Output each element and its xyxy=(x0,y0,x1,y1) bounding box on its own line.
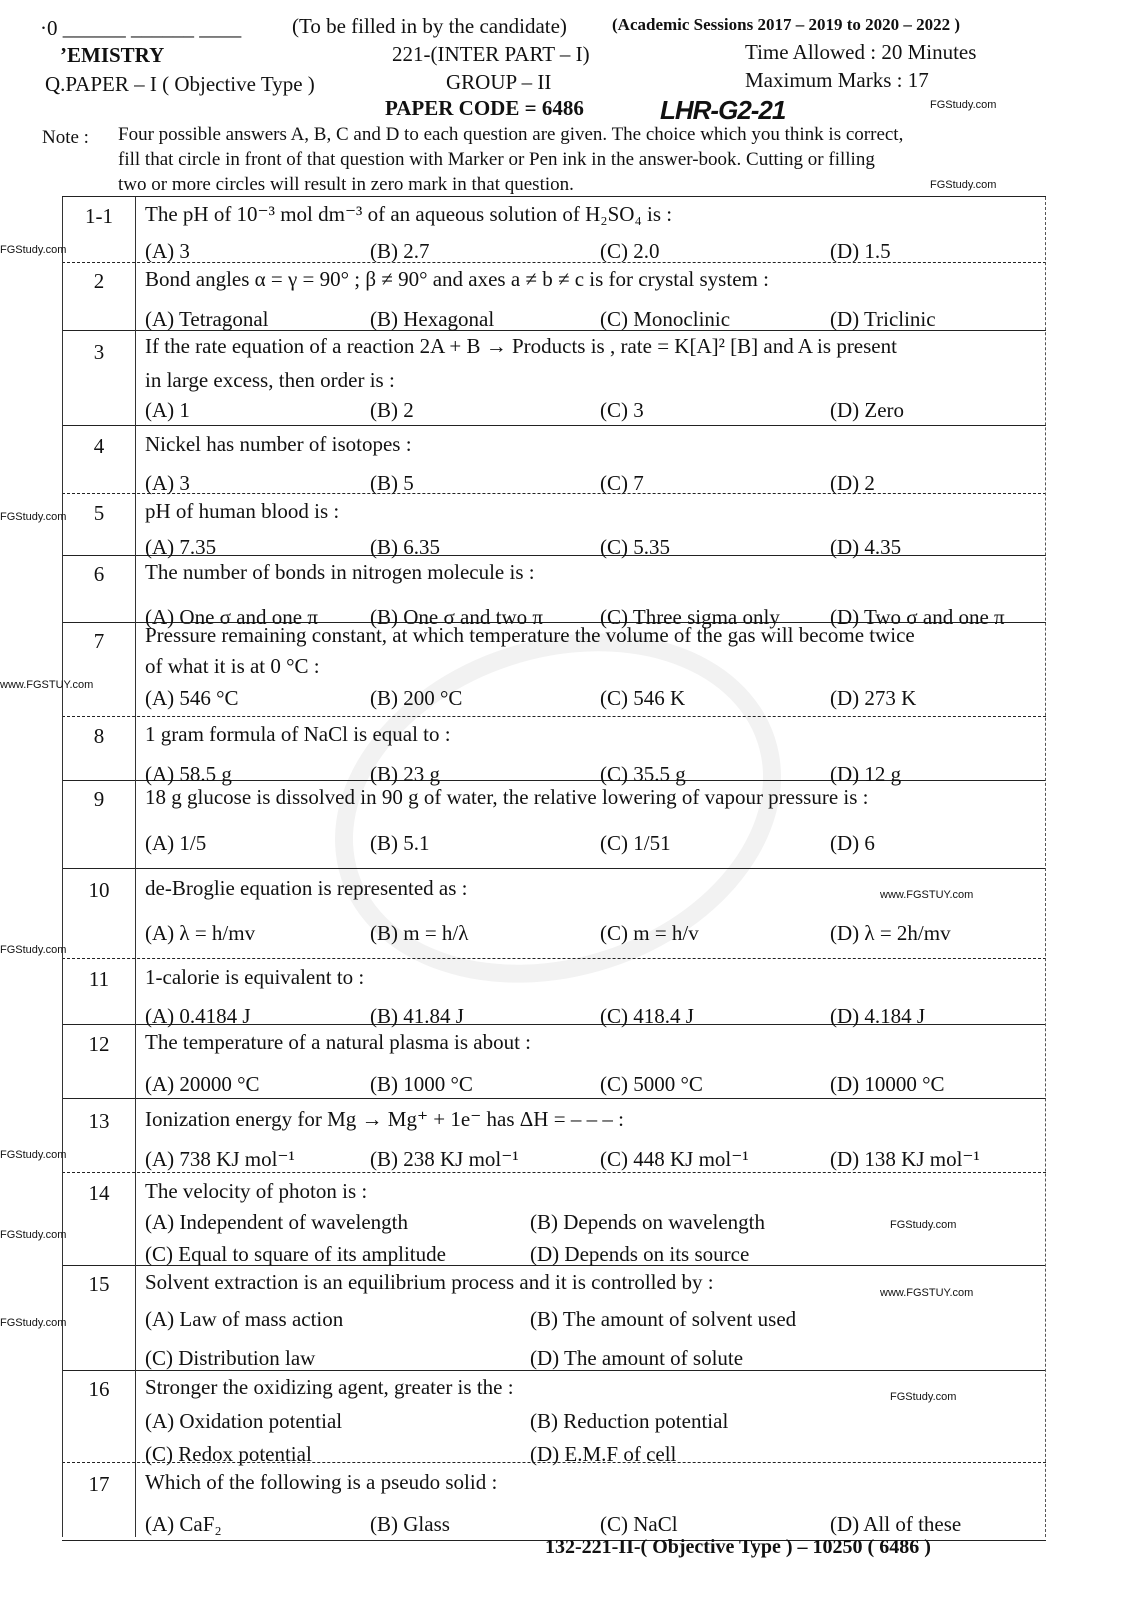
option-b: (B) 2 xyxy=(370,398,414,422)
option-a: (A) 3 xyxy=(145,239,190,263)
site-watermark: FGStudy.com xyxy=(0,1317,67,1329)
option-b: (B) m = h/λ xyxy=(370,921,469,945)
option-a: (A) Law of mass action xyxy=(145,1307,344,1331)
option-a: (A) 20000 °C xyxy=(145,1072,260,1096)
question-number: 2 xyxy=(93,269,105,293)
question-text: Bond angles α = γ = 90° ; β ≠ 90° and axes a ≠ b ≠ c is for crystal system : xyxy=(145,267,769,291)
option-d: (D) 4.184 J xyxy=(830,1004,926,1028)
question-text: 1-calorie is equivalent to : xyxy=(145,965,365,989)
option-b: (B) Glass xyxy=(370,1512,450,1536)
question-number: 17 xyxy=(88,1472,110,1496)
option-c: (C) Redox potential xyxy=(145,1442,312,1466)
option-a: (A) Independent of wavelength xyxy=(145,1210,408,1234)
question-text: Pressure remaining constant, at which temperature the volume of the gas will become twice xyxy=(145,623,915,647)
option-b: (B) Depends on wavelength xyxy=(530,1210,766,1234)
option-a: (A) One σ and one π xyxy=(145,605,318,629)
option-a: (A) 546 °C xyxy=(145,686,239,710)
question-text: The number of bonds in nitrogen molecule is : xyxy=(145,560,535,584)
question-number: 8 xyxy=(93,724,105,748)
group: GROUP – II xyxy=(446,70,552,94)
option-a: (A) 1/5 xyxy=(145,831,207,855)
note-line: Four possible answers A, B, C and D to each question are given. The choice which you think is correct, xyxy=(118,124,904,145)
option-d: (D) 6 xyxy=(830,831,875,855)
site-watermark: www.FGSTUY.com xyxy=(880,1287,974,1299)
part: 221-(INTER PART – I) xyxy=(392,42,590,66)
option-a: (A) 58.5 g xyxy=(145,762,232,786)
option-c: (C) 448 KJ mol⁻¹ xyxy=(600,1147,749,1171)
option-c: (C) NaCl xyxy=(600,1512,678,1536)
option-d: (D) 10000 °C xyxy=(830,1072,945,1096)
option-b: (B) 5.1 xyxy=(370,831,430,855)
option-b: (B) 5 xyxy=(370,471,414,495)
right-border xyxy=(1045,197,1046,1537)
option-a: (A) λ = h/mv xyxy=(145,921,256,945)
academic-sessions: (Academic Sessions 2017 – 2019 to 2020 – 2022 ) xyxy=(612,15,961,34)
option-d: (D) Two σ and one π xyxy=(830,605,1005,629)
site-watermark: FGStudy.com xyxy=(0,511,67,523)
option-b: (B) 23 g xyxy=(370,762,440,786)
question-text: The pH of 10⁻³ mol dm⁻³ of an aqueous solution of H₂SO₄ is : xyxy=(145,202,673,226)
site-watermark: FGStudy.com xyxy=(0,944,67,956)
question-text: Stronger the oxidizing agent, greater is the : xyxy=(145,1375,514,1399)
site-watermark: FGStudy.com xyxy=(930,179,997,191)
question-number: 11 xyxy=(88,967,110,991)
question-text: Which of the following is a pseudo solid : xyxy=(145,1470,498,1494)
row-divider xyxy=(62,1172,1046,1173)
row-divider xyxy=(62,425,1046,426)
option-d: (D) All of these xyxy=(830,1512,962,1536)
option-d: (D) The amount of solute xyxy=(530,1346,744,1370)
row-divider xyxy=(62,493,1046,494)
question-text: in large excess, then order is : xyxy=(145,368,395,392)
question-number: 16 xyxy=(88,1377,110,1401)
question-number: 12 xyxy=(88,1032,110,1056)
option-c: (C) 1/51 xyxy=(600,831,671,855)
question-number: 1-1 xyxy=(85,204,113,228)
option-d: (D) E.M.F of cell xyxy=(530,1442,677,1466)
option-d: (D) 273 K xyxy=(830,686,917,710)
question-number: 5 xyxy=(93,501,105,525)
option-c: (C) 5000 °C xyxy=(600,1072,703,1096)
maximum-marks: Maximum Marks : 17 xyxy=(745,68,929,92)
question-number: 14 xyxy=(88,1181,110,1205)
option-c: (C) 35.5 g xyxy=(600,762,686,786)
site-watermark: FGStudy.com xyxy=(930,99,997,111)
site-watermark: FGStudy.com xyxy=(0,1149,67,1161)
option-a: (A) CaF₂ xyxy=(145,1512,222,1536)
site-watermark: FGStudy.com xyxy=(890,1391,957,1403)
option-c: (C) 546 K xyxy=(600,686,686,710)
option-c: (C) 3 xyxy=(600,398,644,422)
note-line: two or more circles will result in zero mark in that question. xyxy=(118,174,574,195)
roll-number-field: ·0 ______ ______ ____ xyxy=(40,16,242,40)
option-a: (A) 0.4184 J xyxy=(145,1004,251,1028)
option-c: (C) 418.4 J xyxy=(600,1004,694,1028)
option-b: (B) One σ and two π xyxy=(370,605,543,629)
question-text: Nickel has number of isotopes : xyxy=(145,432,412,456)
question-text: 18 g glucose is dissolved in 90 g of water, the relative lowering of vapour pressure is : xyxy=(145,785,869,809)
question-text: 1 gram formula of NaCl is equal to : xyxy=(145,722,451,746)
option-d: (D) 2 xyxy=(830,471,875,495)
option-d: (D) 1.5 xyxy=(830,239,891,263)
option-c: (C) m = h/v xyxy=(600,921,699,945)
option-b: (B) 6.35 xyxy=(370,535,440,559)
site-watermark: FGStudy.com xyxy=(890,1219,957,1231)
fill-note: (To be filled in by the candidate) xyxy=(292,14,567,38)
option-d: (D) Zero xyxy=(830,398,905,422)
option-b: (B) The amount of solvent used xyxy=(530,1307,797,1331)
site-watermark: FGStudy.com xyxy=(0,244,67,256)
option-d: (D) 138 KJ mol⁻¹ xyxy=(830,1147,980,1171)
option-d: (D) Depends on its source xyxy=(530,1242,750,1266)
question-number: 9 xyxy=(93,787,105,811)
option-d: (D) 4.35 xyxy=(830,535,902,559)
option-c: (C) Distribution law xyxy=(145,1346,316,1370)
option-c: (C) Monoclinic xyxy=(600,307,731,331)
footer-code: 132-221-II-( Objective Type ) – 10250 ( 6486 ) xyxy=(545,1536,931,1558)
option-b: (B) 238 KJ mol⁻¹ xyxy=(370,1147,519,1171)
question-text: pH of human blood is : xyxy=(145,499,340,523)
option-a: (A) 7.35 xyxy=(145,535,217,559)
row-divider xyxy=(62,868,1046,869)
row-divider xyxy=(62,196,1046,197)
option-c: (C) 7 xyxy=(600,471,644,495)
number-column-divider xyxy=(135,197,136,1537)
paper-code: PAPER CODE = 6486 xyxy=(385,96,584,120)
note-line: fill that circle in front of that question with Marker or Pen ink in the answer-book. Cutting or filling xyxy=(118,149,875,170)
note-label: Note : xyxy=(42,127,89,148)
question-text: of what it is at 0 °C : xyxy=(145,654,320,678)
option-a: (A) Oxidation potential xyxy=(145,1409,343,1433)
option-b: (B) 41.84 J xyxy=(370,1004,464,1028)
question-number: 10 xyxy=(88,878,110,902)
row-divider xyxy=(62,716,1046,717)
time-allowed: Time Allowed : 20 Minutes xyxy=(745,40,977,64)
row-divider xyxy=(62,958,1046,959)
option-b: (B) Reduction potential xyxy=(530,1409,729,1433)
row-divider xyxy=(62,262,1046,263)
question-text: The temperature of a natural plasma is about : xyxy=(145,1030,532,1054)
site-watermark: www.FGSTUY.com xyxy=(880,889,974,901)
option-a: (A) 1 xyxy=(145,398,190,422)
question-number: 13 xyxy=(88,1109,110,1133)
question-number: 6 xyxy=(93,562,105,586)
option-a: (A) 738 KJ mol⁻¹ xyxy=(145,1147,295,1171)
option-b: (B) 1000 °C xyxy=(370,1072,473,1096)
option-a: (A) 3 xyxy=(145,471,190,495)
question-text: Ionization energy for Mg → Mg⁺ + 1e⁻ has ΔH = – – – : xyxy=(145,1107,624,1131)
option-c: (C) Three sigma only xyxy=(600,605,780,629)
row-divider xyxy=(62,1098,1046,1099)
option-b: (B) 200 °C xyxy=(370,686,463,710)
handwritten-stamp: LHR-G2-21 xyxy=(660,95,786,125)
question-text: If the rate equation of a reaction 2A + B → Products is , rate = K[A]² [B] and A is present xyxy=(145,334,897,358)
paper-title: Q.PAPER – I ( Objective Type ) xyxy=(45,72,315,96)
option-c: (C) 2.0 xyxy=(600,239,660,263)
row-divider xyxy=(62,1370,1046,1371)
question-text: Solvent extraction is an equilibrium process and it is controlled by : xyxy=(145,1270,714,1294)
option-d: (D) Triclinic xyxy=(830,307,936,331)
question-number: 3 xyxy=(93,340,105,364)
question-number: 15 xyxy=(88,1272,110,1296)
option-b: (B) Hexagonal xyxy=(370,307,495,331)
site-watermark: www.FGSTUY.com xyxy=(0,679,94,691)
option-b: (B) 2.7 xyxy=(370,239,430,263)
option-d: (D) 12 g xyxy=(830,762,902,786)
question-text: de-Broglie equation is represented as : xyxy=(145,876,468,900)
left-border xyxy=(62,197,63,1537)
question-number: 4 xyxy=(93,434,105,458)
option-c: (C) 5.35 xyxy=(600,535,670,559)
site-watermark: FGStudy.com xyxy=(0,1229,67,1241)
option-d: (D) λ = 2h/mv xyxy=(830,921,951,945)
question-number: 7 xyxy=(93,629,105,653)
question-text: The velocity of photon is : xyxy=(145,1179,368,1203)
subject: ’EMISTRY xyxy=(60,43,165,67)
option-a: (A) Tetragonal xyxy=(145,307,269,331)
option-c: (C) Equal to square of its amplitude xyxy=(145,1242,446,1266)
